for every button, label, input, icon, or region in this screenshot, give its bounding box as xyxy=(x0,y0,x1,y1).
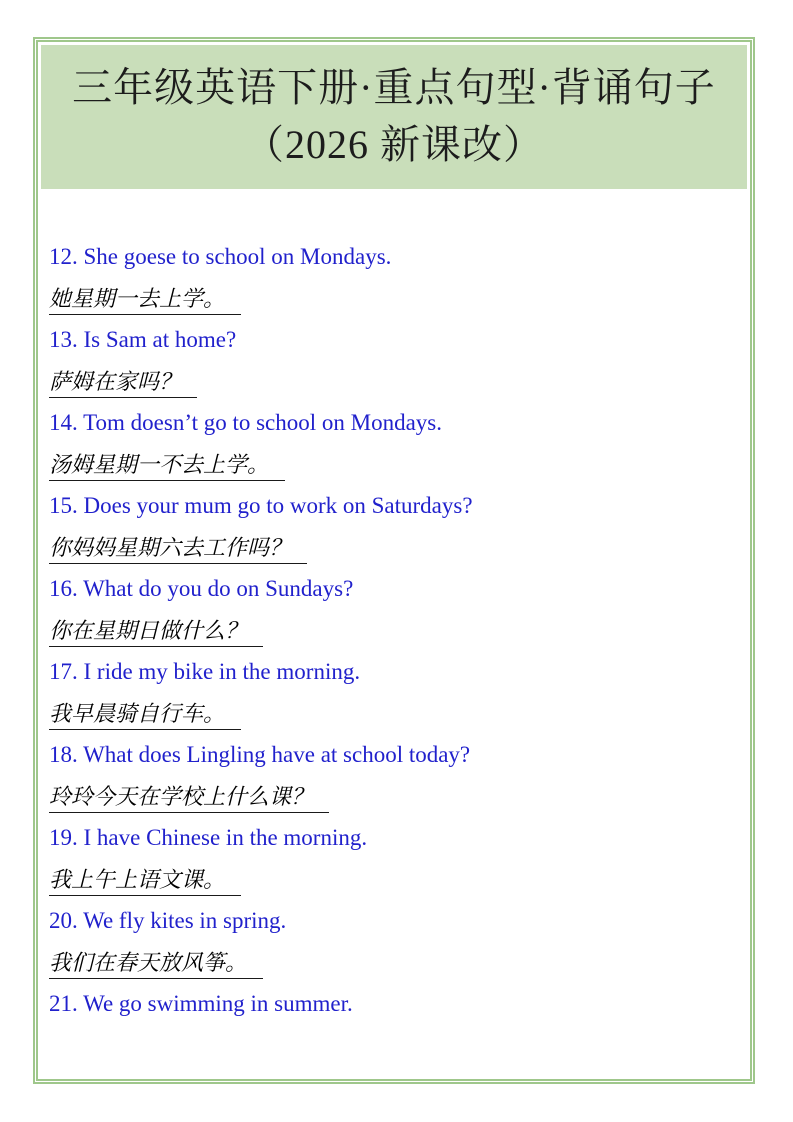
chinese-translation xyxy=(49,527,736,569)
english-sentence: 21. We go swimming in summer. xyxy=(49,991,353,1016)
chinese-translation xyxy=(49,942,736,984)
english-sentence: 12. She goese to school on Mondays. xyxy=(49,244,392,269)
chinese-translation xyxy=(49,444,736,486)
chinese-translation xyxy=(49,776,736,818)
page-title-line-2: （2026 新课改） xyxy=(244,122,544,167)
chinese-translation xyxy=(49,693,736,735)
english-sentence: 20. We fly kites in spring. xyxy=(49,908,287,933)
english-sentence: 13. Is Sam at home? xyxy=(49,327,237,352)
sentence-list xyxy=(38,192,750,1025)
chinese-translation-text: 我早晨骑自行车。 xyxy=(49,699,241,730)
chinese-translation xyxy=(49,278,736,320)
chinese-translation-text: 我们在春天放风筝。 xyxy=(49,948,263,979)
chinese-translation-text: 我上午上语文课。 xyxy=(49,865,241,896)
chinese-translation xyxy=(49,610,736,652)
english-sentence: 16. What do you do on Sundays? xyxy=(49,576,354,601)
english-sentence: 18. What does Lingling have at school today? xyxy=(49,742,471,767)
chinese-translation-text: 萨姆在家吗？ xyxy=(49,367,197,398)
title-banner xyxy=(41,45,747,189)
chinese-translation-text: 玲玲今天在学校上什么课？ xyxy=(49,782,329,813)
english-sentence: 14. Tom doesn’t go to school on Mondays. xyxy=(49,410,443,435)
english-sentence: 17. I ride my bike in the morning. xyxy=(49,659,361,684)
chinese-translation xyxy=(49,361,736,403)
chinese-translation-text: 她星期一去上学。 xyxy=(49,284,241,315)
chinese-translation xyxy=(49,859,736,901)
english-sentence: 19. I have Chinese in the morning. xyxy=(49,825,368,850)
chinese-translation-text: 你在星期日做什么？ xyxy=(49,616,263,647)
english-sentence: 15. Does your mum go to work on Saturdays? xyxy=(49,493,473,518)
page-border-frame xyxy=(33,37,755,1084)
chinese-translation-text: 你妈妈星期六去工作吗？ xyxy=(49,533,307,564)
chinese-translation-text: 汤姆星期一不去上学。 xyxy=(49,450,285,481)
page-title-line-1: 三年级英语下册·重点句型·背诵句子 xyxy=(72,65,716,110)
